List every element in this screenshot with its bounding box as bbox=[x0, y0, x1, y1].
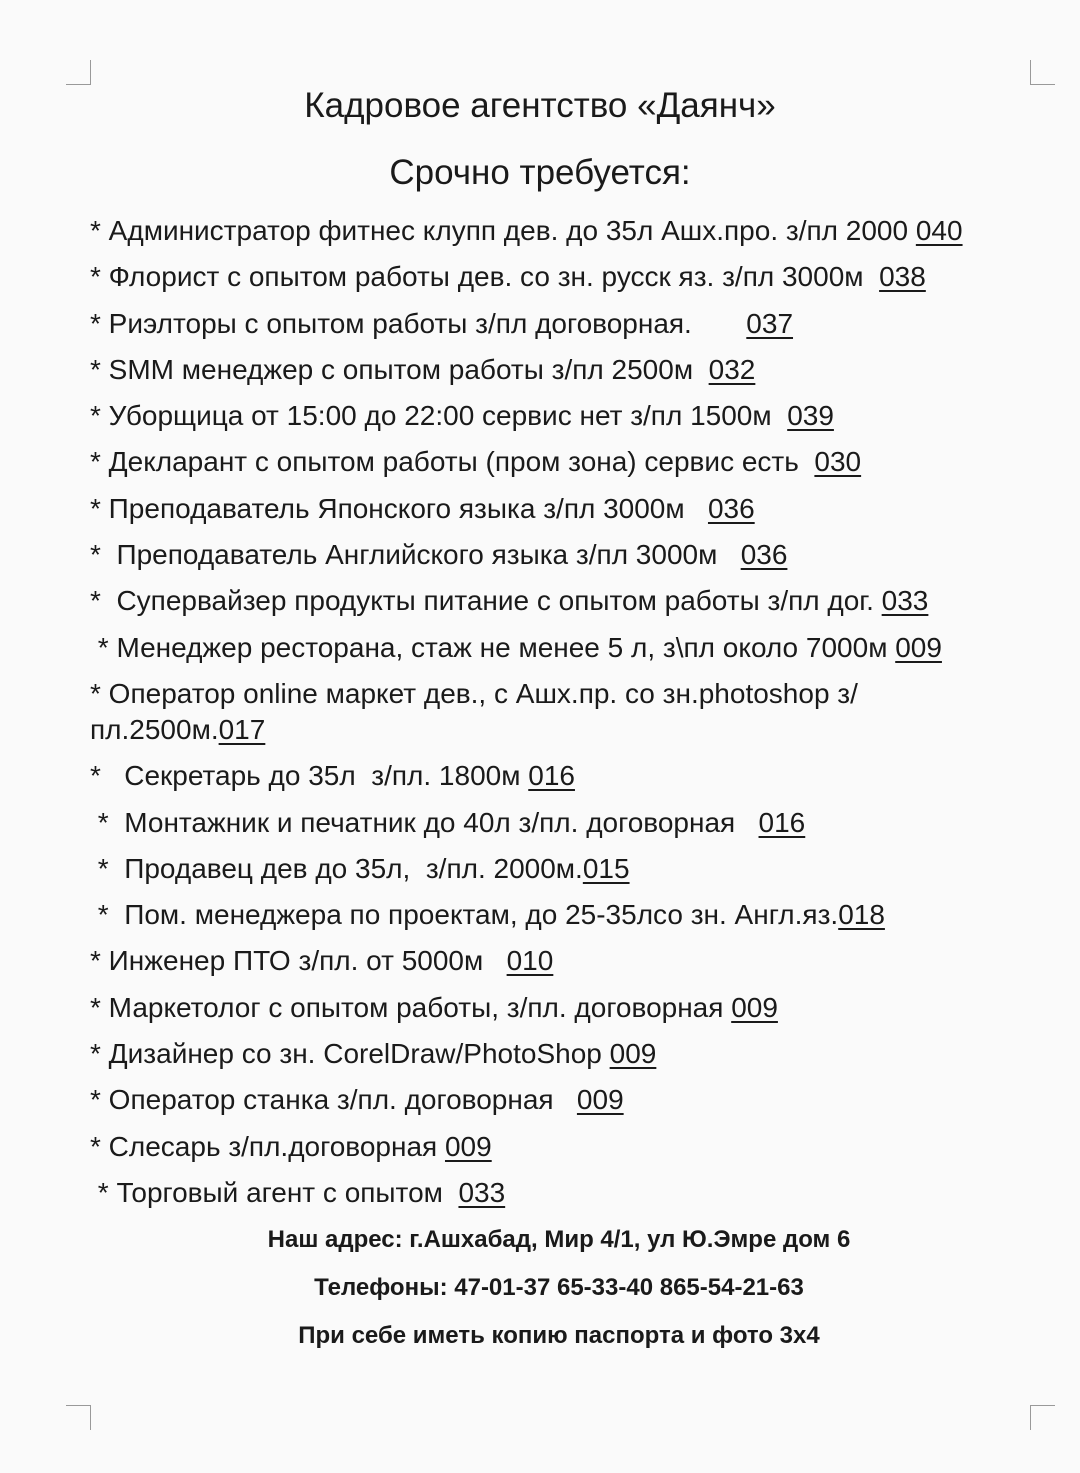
job-code: 009 bbox=[731, 991, 778, 1023]
job-description: * Маркетолог с опытом работы, з/пл. договорная bbox=[90, 991, 732, 1023]
job-code: 033 bbox=[458, 1176, 506, 1208]
job-code: 009 bbox=[444, 1130, 492, 1162]
job-code: 009 bbox=[576, 1084, 624, 1116]
job-code: 016 bbox=[758, 806, 806, 838]
job-item bbox=[90, 1082, 1030, 1118]
job-item bbox=[90, 805, 1030, 841]
job-item bbox=[90, 1129, 1030, 1165]
document-title: Кадровое агентство «Даянч» bbox=[304, 86, 776, 125]
job-code: 036 bbox=[740, 539, 788, 571]
contact-phones: Телефоны: 47-01-37 65-33-40 865-54-21-63 bbox=[314, 1274, 804, 1301]
job-code: 009 bbox=[895, 631, 942, 663]
page-corner-mark-top-right bbox=[1030, 60, 1055, 85]
job-item bbox=[90, 851, 1030, 887]
job-code: 010 bbox=[506, 945, 554, 977]
job-code: 009 bbox=[609, 1038, 657, 1070]
job-description: * Декларант с опытом работы (пром зона) сервис есть bbox=[90, 446, 815, 478]
job-item bbox=[90, 444, 1030, 480]
job-list bbox=[90, 213, 1030, 1221]
job-item bbox=[90, 583, 1030, 619]
office-address: Наш адрес: г.Ашхабад, Мир 4/1, ул Ю.Эмре дом 6 bbox=[267, 1226, 851, 1253]
job-item bbox=[90, 943, 1030, 979]
job-description: * Менеджер ресторана, стаж не менее 5 л, з\пл около 7000м bbox=[90, 631, 896, 663]
job-description: * Пом. менеджера по проектам, до 25-35лсо зн. Англ.яз. bbox=[90, 899, 839, 931]
job-description: * Секретарь до 35л з/пл. 1800м bbox=[90, 760, 529, 792]
job-item bbox=[90, 1175, 1030, 1211]
job-item bbox=[90, 990, 1030, 1026]
job-code: 033 bbox=[881, 585, 929, 617]
job-item bbox=[90, 259, 1030, 295]
job-description: * Флорист с опытом работы дев. со зн. русск яз. з/пл 3000м bbox=[90, 261, 880, 293]
job-description: * Слесарь з/пл.договорная bbox=[90, 1130, 445, 1162]
job-item bbox=[90, 213, 1030, 249]
job-item bbox=[90, 352, 1030, 388]
job-code: 039 bbox=[787, 400, 834, 432]
job-code: 032 bbox=[708, 353, 756, 385]
job-description: * Продавец дев до 35л, з/пл. 2000м. bbox=[90, 852, 583, 884]
job-description: * Монтажник и печатник до 40л з/пл. договорная bbox=[90, 806, 759, 838]
page-corner-mark-top-left bbox=[66, 60, 91, 85]
job-code: 036 bbox=[707, 492, 755, 524]
job-description: * Преподаватель Английского языка з/пл 3000м bbox=[90, 539, 741, 571]
job-description: * Преподаватель Японского языка з/пл 3000м bbox=[90, 492, 708, 524]
job-code: 040 bbox=[915, 215, 963, 246]
job-item bbox=[90, 491, 1030, 527]
job-description: * Дизайнер со зн. CorelDraw/PhotoShop bbox=[90, 1038, 610, 1070]
job-code: 038 bbox=[879, 261, 926, 293]
document-requirements-note: При себе иметь копию паспорта и фото 3х4 bbox=[298, 1322, 820, 1349]
job-code: 015 bbox=[582, 852, 630, 884]
job-description: * Супервайзер продукты питание с опытом работы з/пл дог. bbox=[90, 585, 882, 617]
document-subtitle: Срочно требуется: bbox=[389, 153, 691, 192]
job-description: * Торговый агент с опытом bbox=[90, 1176, 459, 1208]
job-code: 030 bbox=[814, 446, 862, 478]
job-code: 018 bbox=[838, 899, 885, 931]
job-code: 017 bbox=[218, 713, 266, 745]
job-item bbox=[90, 537, 1030, 573]
job-item bbox=[90, 398, 1030, 434]
page-corner-mark-bottom-left bbox=[66, 1405, 91, 1430]
job-description: * Риэлторы с опытом работы з/пл договорная. bbox=[90, 307, 747, 339]
job-item bbox=[90, 306, 1030, 342]
job-item bbox=[90, 897, 1030, 933]
job-item bbox=[90, 630, 1030, 666]
job-code: 016 bbox=[528, 760, 575, 792]
job-item bbox=[90, 1036, 1030, 1072]
job-item bbox=[90, 758, 1030, 794]
page-corner-mark-bottom-right bbox=[1030, 1405, 1055, 1430]
job-description: * SMM менеджер с опытом работы з/пл 2500м bbox=[90, 353, 709, 385]
job-description: * Инженер ПТО з/пл. от 5000м bbox=[90, 945, 507, 977]
job-description: * Оператор станка з/пл. договорная bbox=[90, 1084, 577, 1116]
job-description: * Уборщица от 15:00 до 22:00 сервис нет з/пл 1500м bbox=[90, 400, 788, 432]
job-description: * Администратор фитнес клупп дев. до 35л Ашх.про. з/пл 2000 bbox=[90, 215, 916, 246]
job-description: * Оператор online маркет дев., с Ашх.пр. со зн.photoshop з/пл.2500м. bbox=[90, 677, 858, 745]
job-item bbox=[90, 676, 1030, 748]
job-code: 037 bbox=[746, 307, 794, 339]
